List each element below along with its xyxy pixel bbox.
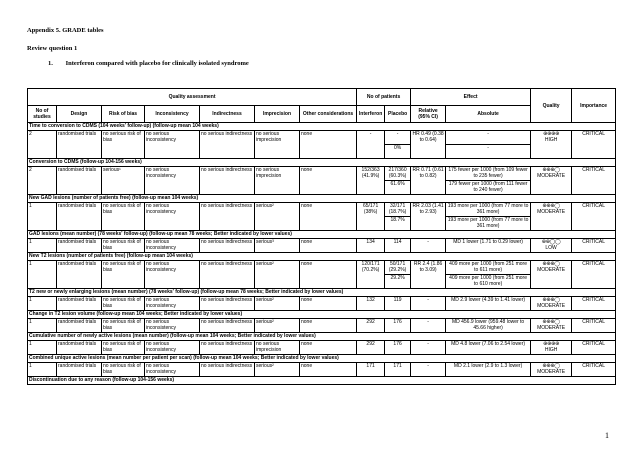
column-header-row [28,106,616,123]
placebo-cell: 217/360 (60.3%) [385,167,411,181]
importance-cell: CRITICAL [572,341,616,355]
relative-cell: RR 0.71 (0.61 to 0.82) [411,167,446,195]
imprecision-cell: serious² [255,297,300,311]
importance-cell: CRITICAL [572,203,616,231]
grade-table [27,88,616,385]
other-considerations-cell: none [300,239,357,253]
quality-rating-icon: ⊕⊕⊕◯ [542,261,560,267]
absolute-cell: MD 1 lower (1.71 to 0.29 lower) [446,239,531,253]
other-considerations-cell: none [300,297,357,311]
section-title-row [28,195,616,203]
no-of-studies-cell: 1 [28,203,57,231]
interferon-cell: 292 [357,319,385,333]
placebo-cell: 171 [385,363,411,377]
imprecision-cell: no serious imprecision [255,341,300,355]
interferon-cell: 292 [357,341,385,355]
other-considerations-cell: none [300,341,357,355]
quality-label: HIGH [544,347,558,353]
indirectness-cell: no serious indirectness [200,363,255,377]
table-row [28,239,616,253]
inconsistency-cell: no serious inconsistency [145,363,200,377]
design-cell: randomised trials [57,239,102,253]
design-cell: randomised trials [57,261,102,289]
design-cell: randomised trials [57,297,102,311]
design-cell: randomised trials [57,319,102,333]
inconsistency-cell: no serious inconsistency [145,341,200,355]
col-absolute: Absolute [446,106,531,123]
section-title-row [28,333,616,341]
absolute-cell: 175 fewer per 1000 (from 109 fewer to 235 fewer) [446,167,531,181]
indirectness-cell: no serious indirectness [200,341,255,355]
quality-rating-icon: ⊕⊕⊕◯ [542,297,560,303]
no-of-studies-cell: 2 [28,131,57,159]
effect-header: Effect [411,89,531,106]
table-row [28,363,616,377]
section-title: New GAD lesions (number of patients free) (follow-up mean 104 weeks) [28,195,616,203]
section-title: Combined unique active lesions (mean number per patient per scan) (follow-up mean 104 weeks; Better indicated by lower values) [28,355,616,363]
interferon-cell: 132 [357,297,385,311]
quality-cell [531,167,572,195]
inconsistency-cell: no serious inconsistency [145,131,200,159]
risk-of-bias-cell: no serious risk of bias [102,319,145,333]
relative-cell: - [411,319,446,333]
importance-cell: CRITICAL [572,261,616,289]
indirectness-cell: no serious indirectness [200,319,255,333]
absolute-cell: - [446,131,531,145]
placebo-extra-cell: 61.6% [385,181,411,195]
indirectness-cell: no serious indirectness [200,261,255,289]
quality-cell [531,239,572,253]
section-title: GAD lesions (mean number) (78 weeks' follow-up) (follow-up mean 78 weeks; Better indicated by lower values) [28,231,616,239]
interferon-cell: - [357,131,385,159]
quality-rating-icon: ⊕⊕⊕◯ [542,319,560,325]
importance-cell: CRITICAL [572,297,616,311]
table-row [28,167,616,181]
inconsistency-cell: no serious inconsistency [145,239,200,253]
interferon-cell: 120/171 (70.2%) [357,261,385,289]
quality-cell [531,363,572,377]
inconsistency-cell: no serious inconsistency [145,167,200,195]
risk-of-bias-cell: no serious risk of bias [102,261,145,289]
imprecision-cell: serious² [255,319,300,333]
imprecision-cell: no serious imprecision [255,167,300,195]
interferon-cell: 65/171 (38%) [357,203,385,231]
imprecision-cell: serious² [255,261,300,289]
quality-label: MODERATE [537,267,566,273]
quality-label: MODERATE [537,369,566,375]
imprecision-cell: serious² [255,203,300,231]
section-title: T2 new or newly enlarging lesions (mean number) (78 weeks' follow-up) (follow-up mean 78 weeks; Better indicated by lower values) [28,289,616,297]
placebo-extra-cell: 29.2% [385,275,411,289]
risk-of-bias-cell: no serious risk of bias [102,203,145,231]
col-interferon: Interferon [357,106,385,123]
indirectness-cell: no serious indirectness [200,297,255,311]
table-row [28,341,616,355]
other-considerations-cell: none [300,203,357,231]
indirectness-cell: no serious indirectness [200,167,255,195]
design-cell: randomised trials [57,203,102,231]
indirectness-cell: no serious indirectness [200,239,255,253]
section-title-row [28,253,616,261]
section-title-row [28,159,616,167]
quality-label: MODERATE [537,303,566,309]
absolute-cell: MD 456.9 lower (959.48 lower to 45.66 higher) [446,319,531,333]
section-title: Change in T2 lesion volume (follow-up mean 104 weeks; Better indicated by lower values) [28,311,616,319]
relative-cell: - [411,297,446,311]
quality-cell [531,341,572,355]
quality-cell [531,297,572,311]
relative-cell: HR 0.49 (0.38 to 0.64) [411,131,446,159]
quality-rating-icon: ⊕⊕⊕◯ [542,363,560,369]
relative-cell: - [411,239,446,253]
absolute-cell: MD 4.8 lower (7.06 to 2.54 lower) [446,341,531,355]
imprecision-cell: serious³ [255,239,300,253]
comparison-title: Interferon compared with placebo for clinically isolated syndrome [65,60,249,67]
quality-label: LOW [545,245,557,251]
quality-rating-icon: ⊕⊕◯◯ [541,239,561,245]
no-of-patients-header: No of patients [357,89,411,106]
placebo-cell: 50/171 (29.2%) [385,261,411,275]
other-considerations-cell: none [300,363,357,377]
col-other-considerations: Other considerations [300,106,357,123]
quality-label: MODERATE [537,209,566,215]
risk-of-bias-cell: no serious risk of bias [102,239,145,253]
quality-rating-icon: ⊕⊕⊕◯ [542,203,560,209]
absolute-extra-cell: 179 fewer per 1000 (from 111 fewer to 240 fewer) [446,181,531,195]
relative-cell: - [411,363,446,377]
document-title: Appendix 5. GRADE tables [27,27,104,34]
col-inconsistency: Inconsistency [145,106,200,123]
no-of-studies-cell: 1 [28,363,57,377]
comparison-number: 1. [48,60,53,67]
quality-header: Quality [531,89,572,123]
section-title: Discontinuation due to any reason (follow-up 104-156 weeks) [28,377,616,385]
table-row [28,131,616,145]
risk-of-bias-cell: no serious risk of bias [102,363,145,377]
quality-label: MODERATE [537,325,566,331]
design-cell: randomised trials [57,131,102,159]
placebo-extra-cell: 18.7% [385,217,411,231]
no-of-studies-cell: 2 [28,167,57,195]
placebo-extra-cell: 0% [385,145,411,159]
table-row [28,261,616,275]
placebo-cell: 32/171 (18.7%) [385,203,411,217]
no-of-studies-cell: 1 [28,297,57,311]
no-of-studies-cell: 1 [28,319,57,333]
importance-cell: CRITICAL [572,131,616,159]
importance-cell: CRITICAL [572,167,616,195]
col-design: Design [57,106,102,123]
risk-of-bias-cell: no serious risk of bias [102,341,145,355]
quality-cell [531,261,572,289]
col-imprecision: Imprecision [255,106,300,123]
design-cell: randomised trials [57,341,102,355]
interferon-cell: 171 [357,363,385,377]
quality-rating-icon: ⊕⊕⊕⊕ [543,131,560,137]
placebo-cell: 176 [385,319,411,333]
section-title-row [28,123,616,131]
other-considerations-cell: none [300,131,357,159]
placebo-cell: 114 [385,239,411,253]
placebo-cell: 176 [385,341,411,355]
other-considerations-cell: none [300,261,357,289]
design-cell: randomised trials [57,363,102,377]
col-no-of-studies: No of studies [28,106,57,123]
quality-assessment-header: Quality assessment [28,89,357,106]
risk-of-bias-cell: no serious risk of bias [102,297,145,311]
section-title: Cumulative number of newly active lesions (mean number) (follow-up mean 104 weeks; Better indicated by lower values) [28,333,616,341]
no-of-studies-cell: 1 [28,341,57,355]
design-cell: randomised trials [57,167,102,195]
absolute-cell: 409 more per 1000 (from 251 more to 611 more) [446,261,531,275]
section-title-row [28,377,616,385]
importance-cell: CRITICAL [572,239,616,253]
risk-of-bias-cell: serious¹ [102,167,145,195]
interferon-cell: 134 [357,239,385,253]
other-considerations-cell: none [300,319,357,333]
absolute-cell: MD 2.1 lower (2.9 to 1.3 lower) [446,363,531,377]
col-placebo: Placebo [385,106,411,123]
importance-header: Importance [572,89,616,123]
section-title-row [28,231,616,239]
absolute-cell: MD 2.9 lower (4.39 to 1.41 lower) [446,297,531,311]
placebo-cell: - [385,131,411,145]
quality-label: MODERATE [537,173,566,179]
risk-of-bias-cell: no serious risk of bias [102,131,145,159]
imprecision-cell: serious² [255,363,300,377]
section-title-row [28,289,616,297]
comparison-heading [48,60,249,67]
relative-cell: RR 2.03 (1.41 to 2.93) [411,203,446,231]
relative-cell: - [411,341,446,355]
inconsistency-cell: no serious inconsistency [145,261,200,289]
group-header-row [28,89,616,106]
absolute-extra-cell: 193 more per 1000 (from 77 more to 361 more) [446,217,531,231]
importance-cell: CRITICAL [572,319,616,333]
quality-cell [531,319,572,333]
indirectness-cell: no serious indirectness [200,203,255,231]
quality-label: HIGH [544,137,558,143]
no-of-studies-cell: 1 [28,239,57,253]
page-number: 1 [605,431,609,440]
table-row [28,297,616,311]
placebo-cell: 119 [385,297,411,311]
quality-rating-icon: ⊕⊕⊕⊕ [543,341,560,347]
section-title: Time to conversion to CDMS (104 weeks' follow-up) (follow-up mean 104 weeks) [28,123,616,131]
absolute-extra-cell: - [446,145,531,159]
quality-rating-icon: ⊕⊕⊕◯ [542,167,560,173]
absolute-cell: 193 more per 1000 (from 77 more to 361 more) [446,203,531,217]
section-title-row [28,311,616,319]
inconsistency-cell: no serious inconsistency [145,203,200,231]
table-row [28,203,616,217]
quality-cell [531,131,572,159]
relative-cell: RR 2.4 (1.86 to 3.09) [411,261,446,289]
table-row [28,319,616,333]
section-title: Conversion to CDMS (follow-up 104-156 weeks) [28,159,616,167]
inconsistency-cell: no serious inconsistency [145,319,200,333]
col-risk-of-bias: Risk of bias [102,106,145,123]
inconsistency-cell: no serious inconsistency [145,297,200,311]
review-question-heading: Review question 1 [27,45,78,52]
indirectness-cell: no serious indirectness [200,131,255,159]
quality-cell [531,203,572,231]
no-of-studies-cell: 1 [28,261,57,289]
absolute-extra-cell: 409 more per 1000 (from 251 more to 610 more) [446,275,531,289]
col-indirectness: Indirectness [200,106,255,123]
imprecision-cell: no serious imprecision [255,131,300,159]
section-title: New T2 lesions (number of patients free) (follow-up mean 104 weeks) [28,253,616,261]
interferon-cell: 152/363 (41.9%) [357,167,385,195]
col-relative: Relative (95% CI) [411,106,446,123]
section-title-row [28,355,616,363]
other-considerations-cell: none [300,167,357,195]
importance-cell: CRITICAL [572,363,616,377]
grade-table-body [28,123,616,385]
